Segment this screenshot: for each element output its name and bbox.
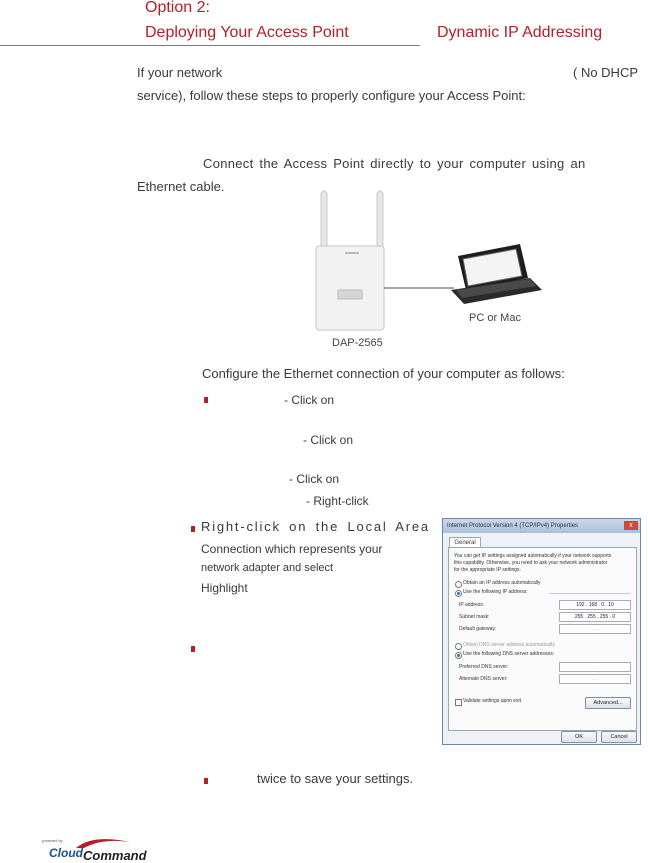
tcpip-properties-dialog: [442, 518, 641, 745]
advanced-button[interactable]: Advanced...: [585, 697, 631, 709]
right-click-line1: Right-click on the Local Area: [201, 519, 430, 534]
radio-auto-dns[interactable]: [455, 643, 462, 650]
step2-intro: Configure the Ethernet connection of your computer as follows:: [202, 366, 565, 381]
pc-label: PC or Mac: [469, 312, 521, 324]
radio-use-dns[interactable]: [455, 652, 462, 659]
gateway-label: Default gateway:: [459, 626, 497, 632]
radio-use-ip[interactable]: [455, 590, 462, 597]
right-click-line4: Highlight: [201, 581, 248, 595]
intro-line1-end: ( No DHCP: [573, 65, 639, 80]
preferred-dns-label: Preferred DNS server:: [459, 664, 509, 670]
ip-address-label: IP address:: [459, 602, 485, 608]
dialog-title: Internet Protocol Version 4 (TCP/IPv4) Properties: [443, 519, 640, 533]
logo-command-text: Command: [83, 848, 147, 863]
logo-powered-by: powered by: [42, 838, 63, 843]
dialog-desc-3: for the appropriate IP settings.: [454, 567, 521, 573]
dialog-desc-2: this capability. Otherwise, you need to ask your network administrator: [454, 560, 608, 566]
ip-address-field[interactable]: 192 . 168 . 0 . 10: [559, 600, 631, 610]
step2-item2: - Click on: [303, 433, 354, 447]
right-click-line2: Connection which represents your: [201, 542, 383, 556]
intro-line1-start: If your network: [137, 65, 223, 80]
close-icon[interactable]: x: [624, 521, 638, 530]
alternate-dns-field[interactable]: . . .: [559, 674, 631, 684]
radio-auto-ip-label: Obtain an IP address automatically: [463, 580, 541, 586]
radio-use-dns-label: Use the following DNS server addresses:: [463, 651, 555, 657]
heading-rule: [0, 45, 420, 46]
step2-item3: - Click on: [289, 472, 340, 486]
section-heading-right: Dynamic IP Addressing: [437, 24, 603, 41]
right-click-line3: network adapter and select: [201, 562, 334, 574]
validate-label: Validate settings upon exit: [463, 698, 522, 704]
gateway-field[interactable]: . . .: [559, 624, 631, 634]
section-heading-left: Deploying Your Access Point: [145, 24, 349, 41]
radio-use-ip-label: Use the following IP address:: [463, 589, 528, 595]
dialog-desc-1: You can get IP settings assigned automatically if your network supports: [454, 553, 612, 559]
step1-line1: Connect the Access Point directly to your computer using an: [203, 156, 586, 171]
logo-cloud-text: Cloud: [49, 846, 83, 860]
step1-line2: Ethernet cable.: [137, 179, 225, 194]
tab-general[interactable]: General: [449, 537, 481, 548]
ap-label: DAP-2565: [332, 337, 383, 349]
preferred-dns-field[interactable]: . . .: [559, 662, 631, 672]
access-point-image: [316, 191, 384, 330]
bullet-marker: [191, 646, 195, 652]
dialog-body: [448, 547, 637, 731]
radio-auto-dns-label: Obtain DNS server address automatically: [463, 642, 555, 648]
bullet-marker: [204, 397, 208, 403]
option-heading: Option 2:: [145, 0, 210, 16]
bullet-marker: [191, 526, 195, 532]
cancel-button[interactable]: Cancel: [601, 731, 637, 743]
subnet-mask-field[interactable]: 255 . 255 . 255 . 0: [559, 612, 631, 622]
validate-checkbox[interactable]: [455, 699, 462, 706]
radio-auto-ip[interactable]: [455, 581, 462, 588]
step2-item1: - Click on: [284, 393, 335, 407]
step2-item4: - Right-click: [306, 494, 369, 508]
subnet-mask-label: Subnet mask:: [459, 614, 490, 620]
bullet-marker: [204, 778, 208, 784]
group-divider: [549, 593, 631, 594]
final-instruction: twice to save your settings.: [257, 771, 414, 786]
ok-button[interactable]: OK: [561, 731, 597, 743]
laptop-image: [451, 244, 542, 304]
alternate-dns-label: Alternate DNS server:: [459, 676, 508, 682]
intro-line2: service), follow these steps to properly configure your Access Point:: [137, 88, 526, 103]
